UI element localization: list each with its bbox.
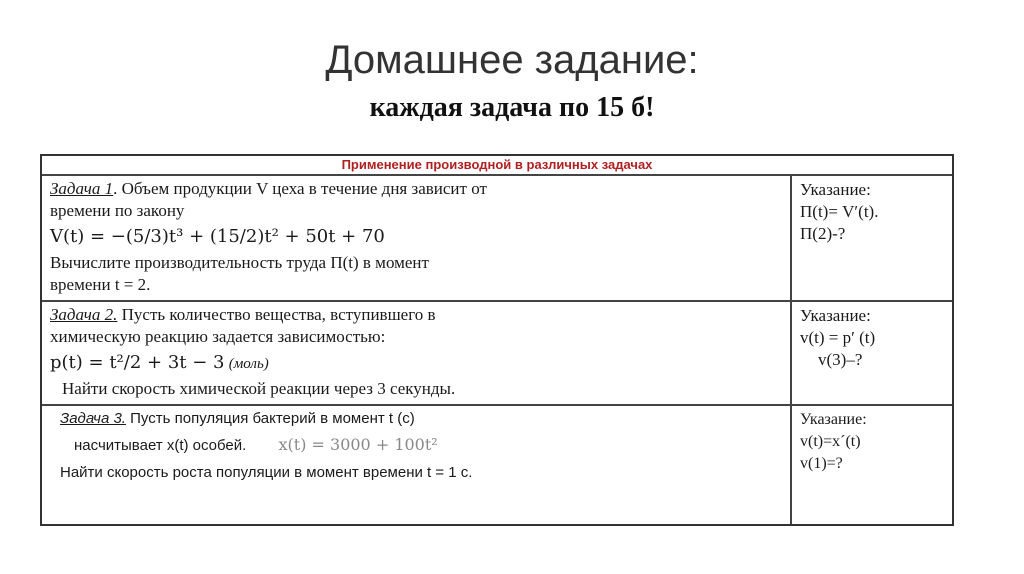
task-text: Вычислите производительность труда П(t) в момент (50, 253, 429, 272)
hint-cell (792, 406, 952, 524)
task-text: Пусть популяция бактерий в момент t (с) (130, 410, 415, 427)
hint-text: v(1)=? (800, 455, 843, 472)
task-text: . Объем продукции V цеха в течение дня зависит от (113, 179, 487, 198)
hint-text: П(t)= V′(t). (800, 202, 879, 221)
task-text-line (60, 408, 782, 430)
task-text-line (50, 304, 782, 326)
task-label: Задача 3. (60, 410, 126, 427)
hint-text: v(t) = p′ (t) (800, 328, 876, 347)
hint-title: Указание: (800, 306, 871, 325)
table-row-task-1 (42, 176, 952, 302)
hint-cell (792, 176, 952, 300)
hint-cell (792, 302, 952, 404)
slide-title: Домашнее задание: (325, 38, 699, 82)
formula-unit: (моль) (228, 356, 269, 372)
hint-text: П(2)-? (800, 224, 846, 243)
task-cell (42, 302, 792, 404)
task-label: Задача 1 (50, 179, 114, 198)
task-cell (42, 406, 792, 524)
task-text-line (60, 430, 782, 460)
tasks-table (40, 154, 954, 526)
table-row-task-3 (42, 406, 952, 524)
task-formula: p(t) = t²/2 + 3t − 3 (50, 352, 225, 373)
hint-text: v(t)=x´(t) (800, 433, 861, 450)
hint-text: v(3)–? (818, 350, 863, 369)
task-text: насчитывает x(t) особей. (74, 437, 247, 454)
task-label: Задача 2. (50, 305, 118, 324)
table-row-task-2 (42, 302, 952, 406)
task-text: Найти скорость роста популяции в момент времени t = 1 с. (60, 464, 473, 481)
task-text-line (50, 178, 782, 200)
task-text: химическую реакцию задается зависимостью: (50, 327, 386, 346)
task-text: времени по закону (50, 201, 185, 220)
task-formula: V(t) = −(5/3)t³ + (15/2)t² + 50t + 70 (50, 226, 385, 247)
task-text: Найти скорость химической реакции через 3 секунды. (62, 379, 456, 398)
task-text: времени t = 2. (50, 275, 151, 294)
table-header: Применение производной в различных задачах (42, 156, 952, 176)
task-formula-line (50, 348, 782, 378)
task-formula: x(t) = 3000 + 100t² (278, 435, 438, 454)
task-text: Пусть количество вещества, вступившего в (121, 305, 436, 324)
slide-subtitle: каждая задача по 15 б! (369, 92, 655, 123)
task-cell (42, 176, 792, 300)
hint-title: Указание: (800, 411, 867, 428)
hint-title: Указание: (800, 180, 871, 199)
